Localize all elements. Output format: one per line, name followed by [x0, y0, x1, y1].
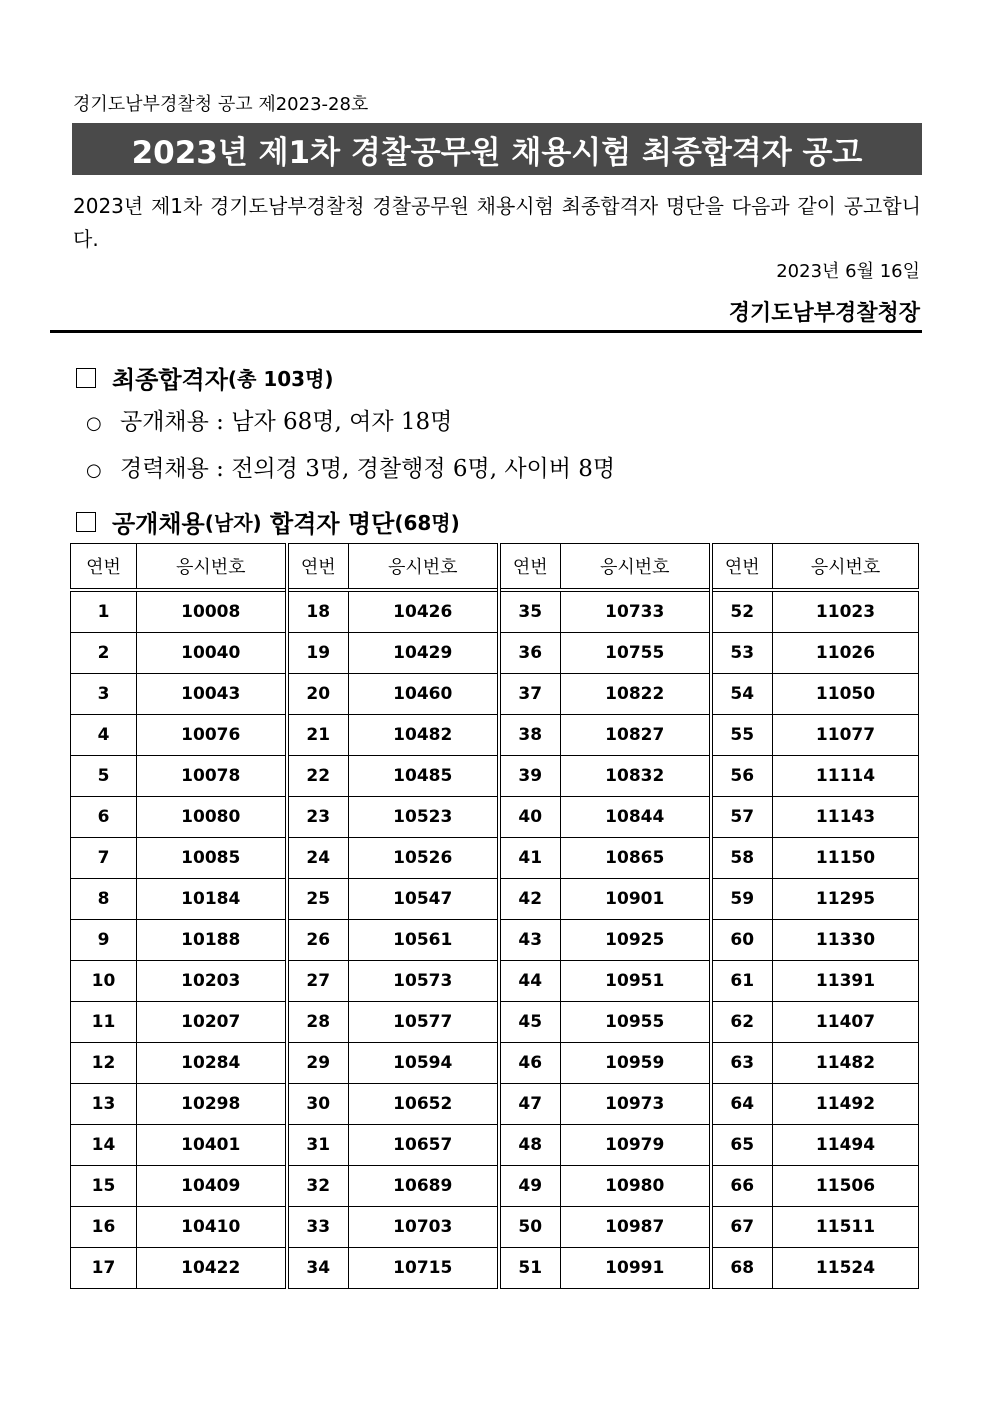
serial-number: 55 [711, 715, 773, 756]
exam-number: 10959 [561, 1043, 711, 1084]
table-row [71, 590, 919, 633]
exam-number: 10703 [349, 1207, 499, 1248]
serial-number: 22 [287, 756, 349, 797]
page-title: 2023년 제1차 경찰공무원 채용시험 최종합격자 공고 [72, 123, 922, 175]
exam-number: 10523 [349, 797, 499, 838]
exam-number: 10689 [349, 1166, 499, 1207]
col-header-id: 응시번호 [773, 544, 919, 591]
issuer: 경기도남부경찰청장 [728, 301, 920, 326]
serial-number: 6 [71, 797, 137, 838]
serial-number: 38 [499, 715, 561, 756]
serial-number: 32 [287, 1166, 349, 1207]
serial-number: 66 [711, 1166, 773, 1207]
exam-number: 10429 [349, 633, 499, 674]
summary-heading [76, 360, 334, 395]
serial-number: 52 [711, 590, 773, 633]
exam-number: 10951 [561, 961, 711, 1002]
exam-number: 10573 [349, 961, 499, 1002]
exam-number: 10979 [561, 1125, 711, 1166]
serial-number: 47 [499, 1084, 561, 1125]
serial-number: 11 [71, 1002, 137, 1043]
serial-number: 31 [287, 1125, 349, 1166]
table-row [71, 797, 919, 838]
serial-number: 12 [71, 1043, 137, 1084]
table-row [71, 879, 919, 920]
table-row [71, 1166, 919, 1207]
bullet-text: 경력채용 : 전의경 3명, 경찰행정 6명, 사이버 8명 [120, 456, 616, 482]
summary-bullet-open [86, 403, 452, 436]
bullet-text: 공개채용 : 남자 68명, 여자 18명 [120, 409, 453, 435]
table-header-row [71, 544, 919, 591]
serial-number: 35 [499, 590, 561, 633]
exam-number: 10955 [561, 1002, 711, 1043]
col-header-no: 연번 [499, 544, 561, 591]
table-row [71, 674, 919, 715]
passer-table [70, 543, 919, 1289]
serial-number: 37 [499, 674, 561, 715]
list-heading-mid: 합격자 명단 [261, 510, 395, 538]
serial-number: 43 [499, 920, 561, 961]
exam-number: 10925 [561, 920, 711, 961]
exam-number: 11482 [773, 1043, 919, 1084]
serial-number: 7 [71, 838, 137, 879]
exam-number: 10085 [137, 838, 287, 879]
table-row [71, 1125, 919, 1166]
exam-number: 10973 [561, 1084, 711, 1125]
serial-number: 15 [71, 1166, 137, 1207]
exam-number: 10594 [349, 1043, 499, 1084]
serial-number: 14 [71, 1125, 137, 1166]
serial-number: 65 [711, 1125, 773, 1166]
serial-number: 61 [711, 961, 773, 1002]
serial-number: 24 [287, 838, 349, 879]
exam-number: 10577 [349, 1002, 499, 1043]
table-row [71, 633, 919, 674]
notice-date: 2023년 6월 16일 [776, 261, 920, 282]
table-row [71, 1002, 919, 1043]
exam-number: 10410 [137, 1207, 287, 1248]
exam-number: 11494 [773, 1125, 919, 1166]
list-heading [76, 504, 460, 539]
col-header-id: 응시번호 [561, 544, 711, 591]
exam-number: 10460 [349, 674, 499, 715]
serial-number: 16 [71, 1207, 137, 1248]
exam-number: 10901 [561, 879, 711, 920]
serial-number: 26 [287, 920, 349, 961]
serial-number: 46 [499, 1043, 561, 1084]
exam-number: 11050 [773, 674, 919, 715]
col-header-id: 응시번호 [349, 544, 499, 591]
divider [50, 330, 922, 333]
exam-number: 10008 [137, 590, 287, 633]
circle-bullet-icon: ○ [86, 460, 102, 481]
exam-number: 10284 [137, 1043, 287, 1084]
exam-number: 10207 [137, 1002, 287, 1043]
exam-number: 10409 [137, 1166, 287, 1207]
table-row [71, 1207, 919, 1248]
exam-number: 10485 [349, 756, 499, 797]
serial-number: 30 [287, 1084, 349, 1125]
serial-number: 68 [711, 1248, 773, 1289]
exam-number: 11511 [773, 1207, 919, 1248]
serial-number: 19 [287, 633, 349, 674]
checkbox-square-icon [76, 512, 96, 532]
notice-number: 경기도남부경찰청 공고 제2023-28호 [73, 94, 369, 115]
exam-number: 10076 [137, 715, 287, 756]
serial-number: 40 [499, 797, 561, 838]
col-header-no: 연번 [287, 544, 349, 591]
exam-number: 10755 [561, 633, 711, 674]
serial-number: 53 [711, 633, 773, 674]
serial-number: 50 [499, 1207, 561, 1248]
serial-number: 48 [499, 1125, 561, 1166]
exam-number: 10422 [137, 1248, 287, 1289]
exam-number: 11143 [773, 797, 919, 838]
exam-number: 10547 [349, 879, 499, 920]
exam-number: 10657 [349, 1125, 499, 1166]
table-row [71, 838, 919, 879]
serial-number: 36 [499, 633, 561, 674]
exam-number: 10733 [561, 590, 711, 633]
exam-number: 11330 [773, 920, 919, 961]
serial-number: 57 [711, 797, 773, 838]
exam-number: 10987 [561, 1207, 711, 1248]
serial-number: 34 [287, 1248, 349, 1289]
serial-number: 60 [711, 920, 773, 961]
serial-number: 67 [711, 1207, 773, 1248]
exam-number: 10526 [349, 838, 499, 879]
serial-number: 2 [71, 633, 137, 674]
serial-number: 56 [711, 756, 773, 797]
exam-number: 10832 [561, 756, 711, 797]
serial-number: 33 [287, 1207, 349, 1248]
serial-number: 23 [287, 797, 349, 838]
exam-number: 10203 [137, 961, 287, 1002]
serial-number: 8 [71, 879, 137, 920]
serial-number: 54 [711, 674, 773, 715]
serial-number: 42 [499, 879, 561, 920]
exam-number: 11492 [773, 1084, 919, 1125]
serial-number: 10 [71, 961, 137, 1002]
col-header-no: 연번 [711, 544, 773, 591]
serial-number: 64 [711, 1084, 773, 1125]
serial-number: 20 [287, 674, 349, 715]
serial-number: 28 [287, 1002, 349, 1043]
serial-number: 39 [499, 756, 561, 797]
intro-text: 2023년 제1차 경기도남부경찰청 경찰공무원 채용시험 최종합격자 명단을 다음과 같이 공고합니다. [73, 194, 921, 251]
exam-number: 10043 [137, 674, 287, 715]
col-header-id: 응시번호 [137, 544, 287, 591]
serial-number: 45 [499, 1002, 561, 1043]
table-row [71, 920, 919, 961]
exam-number: 10482 [349, 715, 499, 756]
exam-number: 11524 [773, 1248, 919, 1289]
serial-number: 17 [71, 1248, 137, 1289]
serial-number: 18 [287, 590, 349, 633]
exam-number: 10865 [561, 838, 711, 879]
exam-number: 11506 [773, 1166, 919, 1207]
table-body [71, 590, 919, 1289]
exam-number: 10401 [137, 1125, 287, 1166]
serial-number: 51 [499, 1248, 561, 1289]
exam-number: 11391 [773, 961, 919, 1002]
exam-number: 11077 [773, 715, 919, 756]
circle-bullet-icon: ○ [86, 413, 102, 434]
serial-number: 59 [711, 879, 773, 920]
col-header-no: 연번 [71, 544, 137, 591]
serial-number: 5 [71, 756, 137, 797]
exam-number: 10078 [137, 756, 287, 797]
exam-number: 10652 [349, 1084, 499, 1125]
serial-number: 4 [71, 715, 137, 756]
exam-number: 10980 [561, 1166, 711, 1207]
exam-number: 10298 [137, 1084, 287, 1125]
exam-number: 11407 [773, 1002, 919, 1043]
serial-number: 63 [711, 1043, 773, 1084]
exam-number: 11295 [773, 879, 919, 920]
list-heading-sub: (남자) [204, 511, 262, 535]
exam-number: 10184 [137, 879, 287, 920]
table-row [71, 1084, 919, 1125]
serial-number: 21 [287, 715, 349, 756]
serial-number: 41 [499, 838, 561, 879]
exam-number: 11023 [773, 590, 919, 633]
list-heading-text: 공개채용 [112, 510, 205, 538]
serial-number: 9 [71, 920, 137, 961]
exam-number: 10080 [137, 797, 287, 838]
serial-number: 44 [499, 961, 561, 1002]
serial-number: 3 [71, 674, 137, 715]
serial-number: 29 [287, 1043, 349, 1084]
serial-number: 49 [499, 1166, 561, 1207]
serial-number: 25 [287, 879, 349, 920]
serial-number: 1 [71, 590, 137, 633]
exam-number: 10715 [349, 1248, 499, 1289]
exam-number: 10827 [561, 715, 711, 756]
summary-heading-count: (총 103명) [227, 367, 334, 391]
table-row [71, 715, 919, 756]
table-row [71, 961, 919, 1002]
exam-number: 10844 [561, 797, 711, 838]
summary-heading-text: 최종합격자 [112, 366, 228, 394]
exam-number: 10040 [137, 633, 287, 674]
exam-number: 10188 [137, 920, 287, 961]
exam-number: 10426 [349, 590, 499, 633]
list-heading-count: (68명) [394, 511, 460, 535]
summary-bullet-career [86, 450, 615, 483]
exam-number: 10822 [561, 674, 711, 715]
table-row [71, 1248, 919, 1289]
table-row [71, 756, 919, 797]
checkbox-square-icon [76, 368, 96, 388]
exam-number: 10561 [349, 920, 499, 961]
exam-number: 11114 [773, 756, 919, 797]
exam-number: 11026 [773, 633, 919, 674]
exam-number: 11150 [773, 838, 919, 879]
serial-number: 13 [71, 1084, 137, 1125]
serial-number: 58 [711, 838, 773, 879]
table-row [71, 1043, 919, 1084]
serial-number: 27 [287, 961, 349, 1002]
exam-number: 10991 [561, 1248, 711, 1289]
serial-number: 62 [711, 1002, 773, 1043]
